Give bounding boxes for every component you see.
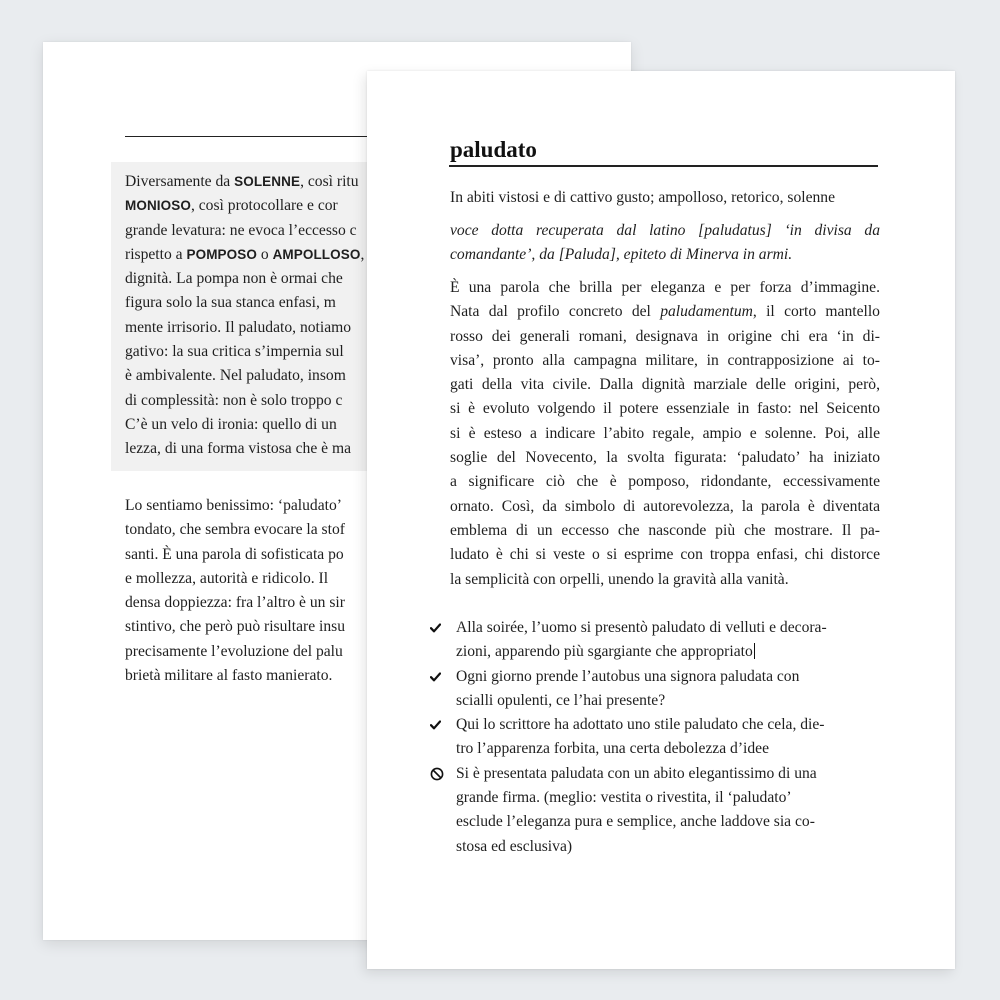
example-line: scialli opulenti, ce l’hai presente? [456, 691, 666, 709]
text-run: visa’, pronto alla campagna militare, in contrapposizione ai to- [450, 351, 880, 369]
text-line [450, 349, 880, 373]
text-line [450, 276, 880, 300]
front-page [367, 71, 955, 969]
definition [450, 187, 880, 209]
text-line [450, 397, 880, 421]
text-run: , così protocollare e cor [190, 197, 338, 215]
text-run: ludato è chi si veste o si esprime con troppa enfasi, chi distorce [450, 546, 880, 564]
text-run: , [360, 245, 365, 263]
text-run: gativo: la sua critica s’impernia sul [125, 343, 344, 361]
check-icon [427, 616, 456, 640]
examples-list [427, 616, 887, 859]
headword-title: paludato [450, 137, 537, 162]
text-run: gati della vita civile. Dalla dignità marziale delle origini, però, [450, 376, 880, 394]
text-line: tondato, che sembra evocare la stof [125, 521, 345, 539]
example-text[interactable] [456, 616, 827, 665]
text-cursor [754, 643, 755, 659]
cross-reference-keyword: SOLENNE [234, 174, 301, 189]
definition-text: In abiti vistosi e di cattivo gusto; ampolloso, retorico, solenne [450, 189, 836, 206]
example-item-incorrect[interactable] [427, 762, 887, 859]
text-run: a significare ciò che è pomposo, ridondante, eccessivamente [450, 473, 880, 491]
text-run: , così ritu [300, 173, 359, 190]
text-line: densa doppiezza: fra l’altro è un sir [125, 594, 345, 612]
text-run: emblema di un eccesso che nasconde più che mostrare. Il pa- [450, 521, 880, 539]
example-text[interactable] [456, 713, 825, 762]
text-run: di complessità: non è solo troppo c [125, 391, 343, 409]
text-run: dignità. La pompa non è ormai che [125, 270, 343, 288]
etymology-line: voce dotta recuperata dal latino [paludatus] ‘in divisa da [450, 222, 880, 239]
text-run: mente irrisorio. Il paludato, notiamo [125, 318, 352, 336]
text-run: si è evoluto volgendo il potere essenziale in fasto: nel Seicento [450, 400, 880, 418]
text-run: , il corto mantello [752, 303, 880, 321]
text-run: C’è un velo di ironia: quello di un [125, 415, 337, 433]
example-line: stosa ed esclusiva) [456, 837, 573, 855]
text-run: rosso dei generali romani, designava in origine chi era ‘in di- [450, 327, 880, 345]
text-line: stintivo, che però può risultare insu [125, 618, 346, 636]
text-run: o [256, 245, 273, 263]
headword-rule [449, 165, 878, 167]
text-run: figura solo la sua stanca enfasi, m [125, 294, 336, 312]
text-line [450, 373, 880, 397]
text-line [450, 325, 880, 349]
example-line: Qui lo scrittore ha adottato uno stile paludato che cela, die- [456, 716, 825, 734]
example-line: grande firma. (meglio: vestita o rivestita, il ‘paludato’ [456, 789, 792, 807]
text-line: precisamente l’evoluzione del palu [125, 642, 343, 660]
text-line [450, 422, 880, 446]
example-line: Alla soirée, l’uomo si presentò paludato di velluti e decora- [456, 619, 827, 636]
etymology [450, 219, 880, 267]
text-run: è ambivalente. Nel paludato, insom [125, 367, 346, 385]
text-run: lezza, di una forma vistosa che è ma [125, 440, 352, 458]
prohibited-icon [427, 762, 456, 786]
text-line [450, 300, 880, 324]
cross-reference-keyword: MONIOSO [125, 198, 191, 214]
example-text[interactable] [456, 665, 799, 714]
cross-reference-keyword: AMPOLLOSO [272, 246, 361, 262]
example-line: zioni, apparendo più sgargiante che appropriato [456, 643, 753, 661]
example-item-correct[interactable] [427, 616, 887, 665]
text-run: grande levatura: ne evoca l’eccesso c [125, 221, 357, 239]
example-line: Si è presentata paludata con un abito elegantissimo di una [456, 764, 817, 782]
text-line [450, 519, 880, 543]
italic-term: paludamentum [660, 303, 753, 321]
text-line [450, 543, 880, 567]
check-icon [427, 665, 456, 689]
text-line [450, 470, 880, 494]
text-run: È una parola che brilla per eleganza e per forza d’immagine. [450, 279, 880, 296]
example-item-correct[interactable] [427, 713, 887, 762]
text-run: Diversamente da [125, 173, 235, 190]
example-item-correct[interactable] [427, 665, 887, 714]
text-run: si è esteso a indicare l’abito regale, ampio e solenne. Poi, alle [450, 424, 880, 442]
text-run: Nata dal profilo concreto del [450, 303, 661, 321]
text-line [450, 446, 880, 470]
check-icon [427, 713, 456, 737]
text-line [450, 495, 880, 519]
cross-reference-keyword: POMPOSO [186, 246, 257, 262]
text-run: la semplicità con orpelli, unendo la gravità alla vanità. [450, 570, 789, 588]
text-line: brietà militare al fasto manierato. [125, 667, 333, 685]
example-text[interactable] [456, 762, 817, 859]
text-line: Lo sentiamo benissimo: ‘paludato’ [125, 497, 342, 514]
example-line: tro l’apparenza forbita, una certa debolezza d’idee [456, 740, 769, 758]
text-run: soglie del Novecento, la svolta figurata: ‘paludato’ ha iniziato [450, 449, 880, 467]
body-paragraph[interactable] [450, 276, 880, 592]
text-line: santi. È una parola di sofisticata po [125, 545, 344, 563]
text-line: e mollezza, autorità e ridicolo. Il [125, 569, 329, 587]
example-line: Ogni giorno prende l’autobus una signora paludata con [456, 667, 800, 685]
text-run: rispetto a [125, 245, 187, 263]
text-run: ornato. Così, da simbolo di autorevolezza, la parola è diventata [450, 497, 880, 515]
text-line [450, 568, 880, 592]
etymology-line: comandante’, da [Paluda], epiteto di Minerva in armi. [450, 246, 793, 263]
example-line: esclude l’eleganza pura e semplice, anche laddove sia co- [456, 813, 815, 831]
